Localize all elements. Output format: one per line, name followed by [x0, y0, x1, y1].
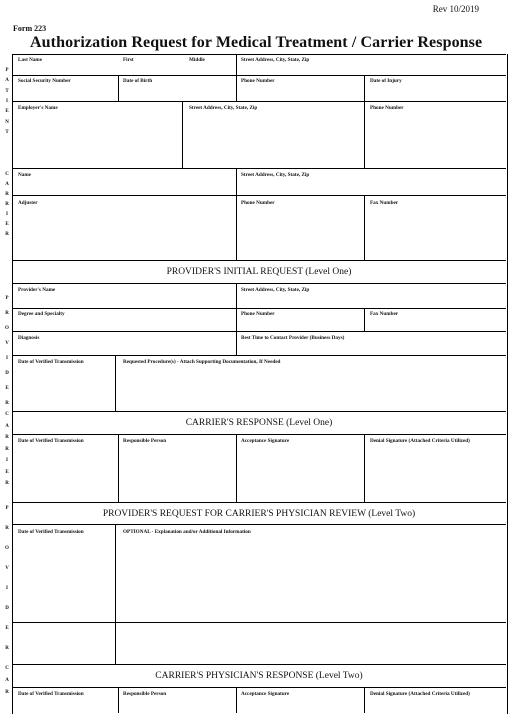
rule [364, 195, 365, 260]
sidebar-letter: D [5, 371, 9, 376]
provider-street-label: Street Address, City, State, Zip [241, 287, 310, 293]
rule [364, 101, 365, 168]
sidebar-letter: O [5, 326, 9, 331]
sidebar-letter: D [5, 606, 9, 611]
rule [12, 664, 506, 665]
rule [12, 355, 506, 356]
degree-label: Degree and Specialty [18, 311, 65, 317]
sidebar-letter: R [5, 690, 9, 695]
sidebar-letter: P [5, 296, 9, 301]
acceptance-signature-label: Acceptance Signature [241, 691, 290, 697]
rule [236, 168, 237, 195]
sidebar-letter: N [5, 119, 9, 125]
employer-street-label: Street Address, City, State, Zip [189, 105, 258, 111]
sidebar-letter: E [5, 469, 9, 475]
sidebar-letter: R [5, 401, 9, 406]
sidebar-letter: I [6, 458, 8, 463]
sidebar-letter: R [5, 526, 9, 531]
rule [12, 434, 506, 435]
sidebar-letter: C [5, 666, 9, 671]
provider-initial-heading: PROVIDER'S INITIAL REQUEST (Level One) [166, 267, 352, 277]
form-frame [12, 54, 508, 714]
rule [236, 283, 237, 308]
sidebar-letter: V [5, 341, 9, 346]
rule [118, 687, 119, 713]
sidebar-letter: R [5, 646, 9, 651]
sidebar-letter: E [5, 626, 9, 631]
sidebar-letter: A [5, 423, 9, 429]
employer-phone-label: Phone Number [370, 105, 404, 111]
requested-procedures-label: Requested Procedure(s) - Attach Supporting Documentation, If Needed [123, 359, 281, 365]
middle-name-label: Middle [189, 57, 205, 63]
rule [12, 283, 506, 284]
rule [12, 524, 506, 525]
rule [236, 434, 237, 502]
form-title: Authorization Request for Medical Treatment / Carrier Response [30, 34, 483, 51]
carrier-phone-label: Phone Number [241, 200, 275, 206]
sidebar-letter: A [5, 678, 9, 683]
sidebar-letter: E [5, 109, 9, 115]
sidebar-letter: I [6, 98, 8, 104]
carrier-response-heading: CARRIER'S RESPONSE (Level One) [185, 418, 333, 428]
patient-street-label: Street Address, City, State, Zip [241, 57, 310, 63]
sidebar-letter: V [5, 566, 9, 571]
rule [236, 308, 237, 331]
provider-name-label: Provider's Name [18, 287, 56, 293]
revision-label: Rev 10/2019 [432, 4, 479, 14]
sidebar-letter: C [5, 412, 9, 417]
rule [118, 434, 119, 502]
sidebar-letter: P [5, 68, 9, 73]
rule [364, 434, 365, 502]
date-verified-label: Date of Verified Transmission [18, 438, 84, 444]
best-time-label: Best Time to Contact Provider (Business Days) [241, 335, 345, 341]
employer-name-label: Employer's Name [18, 105, 58, 111]
sidebar-letter: R [5, 446, 9, 452]
diagnosis-label: Diagnosis [18, 335, 40, 341]
rule [12, 622, 506, 623]
denial-signature-label: Denial Signature (Attached Criteria Utilized) [370, 438, 470, 444]
rule [12, 687, 506, 688]
ssn-label: Social Security Number [18, 78, 71, 84]
denial-signature-label: Denial Signature (Attached Criteria Utilized) [370, 691, 470, 697]
provider-phone-label: Phone Number [241, 311, 275, 317]
sidebar-letter: T [5, 129, 9, 135]
rule [364, 687, 365, 713]
sidebar-letter: R [5, 192, 9, 197]
physician-response-heading: CARRIER'S PHYSICIAN'S RESPONSE (Level Two) [155, 671, 363, 681]
sidebar-letter: E [5, 222, 9, 227]
rule [236, 75, 237, 101]
patient-phone-label: Phone Number [241, 78, 275, 84]
carrier-name-label: Name [18, 172, 31, 178]
rule [182, 101, 183, 168]
rule [12, 75, 506, 76]
carrier-fax-label: Fax Number [370, 200, 399, 206]
rule [236, 54, 237, 75]
adjuster-label: Adjuster [18, 200, 38, 206]
sidebar-letter: P [5, 506, 9, 511]
date-verified-label: Date of Verified Transmission [18, 359, 84, 365]
sidebar-letter: R [5, 435, 9, 440]
sidebar-letter: I [6, 356, 8, 361]
rule [115, 355, 116, 411]
sidebar-letter: O [5, 546, 9, 551]
responsible-person-label: Responsible Person [123, 438, 167, 444]
rule [364, 308, 365, 331]
rule [12, 168, 506, 169]
sidebar-letter: C [5, 172, 9, 177]
rule [12, 411, 506, 412]
rule [12, 308, 506, 309]
provider-fax-label: Fax Number [370, 311, 399, 317]
rule [12, 260, 506, 261]
sidebar-letter: R [5, 202, 9, 207]
optional-explanation-label: OPTIONAL - Explanation and/or Additional Information [123, 529, 251, 535]
rule [236, 331, 237, 355]
form-number: Form 223 [13, 24, 47, 33]
first-name-label: First [123, 57, 134, 63]
date-verified-label: Date of Verified Transmission [18, 691, 84, 697]
date-verified-label: Date of Verified Transmission [18, 529, 84, 535]
carrier-street-label: Street Address, City, State, Zip [241, 172, 310, 178]
rule [236, 195, 237, 260]
rule [12, 195, 506, 196]
provider-review-heading: PROVIDER'S REQUEST FOR CARRIER'S PHYSICIAN REVIEW (Level Two) [102, 509, 416, 519]
sidebar-letter: T [5, 88, 9, 94]
rule [12, 502, 506, 503]
sidebar-letter: E [5, 386, 9, 391]
sidebar-letter: R [5, 311, 9, 316]
responsible-person-label: Responsible Person [123, 691, 167, 697]
date-of-injury-label: Date of Injury [370, 78, 402, 84]
rule [118, 75, 119, 101]
rule [12, 54, 506, 55]
sidebar-letter: R [5, 481, 9, 486]
rule [12, 101, 506, 102]
sidebar-letter: I [6, 212, 8, 217]
sidebar-letter: I [6, 586, 8, 591]
rule [115, 524, 116, 664]
last-name-label: Last Name [18, 57, 43, 63]
sidebar-letter: R [5, 232, 9, 237]
rule [236, 687, 237, 713]
sidebar-letter: A [5, 78, 9, 84]
sidebar-letter: A [5, 182, 9, 187]
dob-label: Date of Birth [123, 78, 153, 84]
rule [12, 331, 506, 332]
acceptance-signature-label: Acceptance Signature [241, 438, 290, 444]
rule [364, 75, 365, 101]
